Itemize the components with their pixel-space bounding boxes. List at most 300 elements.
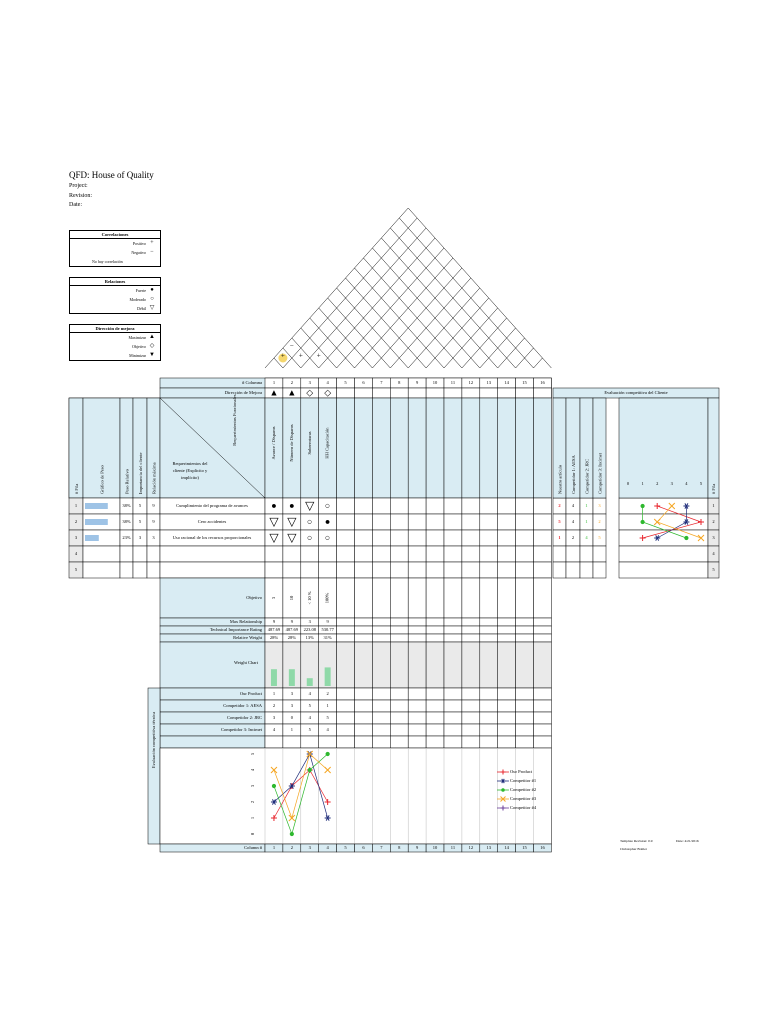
objective-cell [337,578,355,618]
customer-requirement: Cumplimiento del programa de avances [176,503,248,509]
filled-circle-icon: ● [150,287,154,293]
objective-cell [426,578,444,618]
roof-line [346,278,427,368]
max-relationship-cell [147,546,160,562]
plus-icon: + [150,240,154,246]
product-rating-cell [444,712,462,724]
column-number: 16 [540,380,545,386]
product-rating-value: 3 [272,715,276,721]
roof-line [390,278,471,368]
tech-header-cell [408,398,426,498]
weight-graph-cell [83,562,120,578]
competitor-cell [553,562,566,578]
dot-marker [326,752,330,756]
technical-importance-value: 530.77 [321,627,334,633]
right-row-number: 3 [712,535,715,541]
product-rating-empty-cell [372,736,390,748]
relationship-cell [283,562,301,578]
tech-header-cell [426,398,444,498]
competitor-cell [566,546,580,562]
relationship-cell [319,562,337,578]
relationship-cell [516,530,534,546]
relationship-cell [462,562,480,578]
requirement-cell [160,562,265,578]
right-row-number: 1 [712,503,715,509]
relative-weight-cell [498,634,516,642]
max-relationship-cell [390,618,408,626]
column-footer-number: 7 [380,845,383,851]
max-relationship-value: 9 [326,619,329,625]
product-rating-cell [372,700,390,712]
roof-line [316,238,435,368]
product-rating-cell [372,688,390,700]
legend-label: No hay correlación [92,259,123,264]
objective-value: < 10 % [306,591,312,605]
relationship-cell [534,562,552,578]
column-number: 12 [468,380,474,386]
eval-legend-label: Competitor #2 [510,787,537,793]
triangle-down-solid-icon: ▼ [149,352,155,358]
dot-marker [641,520,645,524]
product-rating-empty-cell [444,736,462,748]
legend-direction-title: Dirección de mejora [70,325,160,333]
relative-weight-cell [480,634,498,642]
product-rating-empty-cell [265,736,283,748]
date-label: Date: [69,202,82,208]
open-circle-icon: ○ [150,296,154,302]
relative-weight-cell [426,634,444,642]
relationship-cell [426,530,444,546]
legend-label: Positivo [132,241,146,246]
competitor-cell [593,546,606,562]
relationship-cell [301,562,319,578]
tech-header-cell [498,398,516,498]
weight-chart-cell [426,642,444,688]
technical-importance-cell [408,626,426,634]
competitive-chart-cell [619,498,708,514]
product-rating-cell [355,688,373,700]
column-footer-number: 14 [504,845,509,851]
weight-chart-bar [289,669,295,686]
weight-chart-cell [534,642,552,688]
relationship-cell [265,546,283,562]
product-rating-cell [337,700,355,712]
direction-cell [426,388,444,398]
column-footer-number: 3 [308,845,311,851]
relationship-cell [337,514,355,530]
column-footer-number: 10 [432,845,438,851]
relationship-cell [462,530,480,546]
column-number: 2 [290,380,293,386]
relationship-cell [480,530,498,546]
product-rating-label: Competidor 1: AESA [223,703,262,709]
relationship-cell [462,546,480,562]
max-relationship-value: 3 [308,619,311,625]
plus-icon: + [280,351,285,360]
product-rating-empty-cell [480,736,498,748]
weight-chart-cell [355,642,373,688]
product-rating-cell [337,688,355,700]
column-footer-number: 13 [486,845,491,851]
max-relationship: 9 [152,503,155,509]
column-number: 5 [344,380,347,386]
competitor-rating: 4 [585,535,588,541]
product-rating-cell [534,712,552,724]
competitive-axis-tick: 3 [670,481,673,487]
page-title: QFD: House of Quality [69,170,154,180]
relationship-cell [534,514,552,530]
product-rating-empty-cell [498,736,516,748]
tech-header-cell [534,398,552,498]
weight-bar [85,519,108,525]
row-number: 1 [74,503,78,509]
competitor-header: Competidor 2: JRC [584,458,590,494]
relationship-cell [372,514,390,530]
open-circle-icon: ○ [324,532,331,543]
template-author: Christopher Bohler [620,847,647,851]
left-header-label: Relación máxima [151,462,157,494]
customer-importance: 3 [138,535,142,541]
column-footer-number: 1 [272,845,276,851]
left-header-label: Importancia del cliente [138,452,144,494]
legend-relations-title: Relaciones [70,278,160,286]
competitive-axis-tick: 5 [699,481,703,487]
relationship-cell [355,498,373,514]
relationship-cell [444,546,462,562]
product-rating-cell [426,712,444,724]
diamond-icon: ◇ [149,343,155,349]
product-rating-empty-cell [337,736,355,748]
weight-bar [85,503,108,509]
relationship-cell [480,562,498,578]
tech-header-cell [516,398,534,498]
relationship-cell [498,546,516,562]
relationship-cell [498,562,516,578]
relative-weight-cell [534,634,552,642]
tech-requirement-label: HH Capacitación [324,427,330,459]
weight-bar [85,535,99,541]
max-relationship-value: 9 [272,619,276,625]
relative-weight-cell [372,634,390,642]
relationship-cell [534,546,552,562]
relationship-cell [355,514,373,530]
right-row-number: 4 [712,551,715,557]
column-number: 8 [398,380,401,386]
relationship-cell [498,530,516,546]
eval-chart-area [160,748,551,844]
relationship-cell [462,514,480,530]
column-footer-number: 6 [362,845,365,851]
triangle-down-icon: ▽ [305,498,315,513]
direction-label: Dirección de Mejora [224,390,262,396]
roof-line [462,318,507,368]
roof-line [328,298,391,368]
triangle-down-icon: ▽ [269,514,279,529]
column-number-label: # Columna [242,380,262,386]
triangle-up-icon: ▲ [287,387,297,398]
product-rating-cell [498,724,516,736]
tech-header-cell [337,398,355,498]
competitive-chart-cell [619,514,708,530]
competitor-rating: 2 [558,503,561,509]
relative-weight-cell [120,546,133,562]
max-relationship-cell [534,618,552,626]
relationship-cell [390,514,408,530]
tech-header-cell [462,398,480,498]
product-rating-cell [390,700,408,712]
relationship-cell [480,498,498,514]
product-rating-cell [516,712,534,724]
product-rating-empty-cell [283,736,301,748]
competitive-chart-cell [619,562,708,578]
row-number: 4 [74,551,78,557]
product-rating-cell [408,724,426,736]
column-footer-number: 4 [326,845,329,851]
competitor-rating: 4 [571,519,575,525]
legend-label: Negativo [131,250,146,255]
eval-axis-tick: 1 [250,816,256,820]
column-footer-number: 9 [416,845,419,851]
right-row-header [708,398,719,498]
relationship-cell [337,562,355,578]
dot-marker [684,536,688,540]
filled-circle-icon: ● [289,500,295,511]
product-rating-empty-label-cell [160,736,265,748]
relative-weight-cell [408,634,426,642]
tech-header-cell [480,398,498,498]
dot-marker [272,784,276,788]
technical-importance-cell [480,626,498,634]
max-relationship-cell [444,618,462,626]
relationship-cell [355,530,373,546]
product-rating-cell [462,688,480,700]
plus-icon: + [316,351,321,360]
relationship-cell [462,498,480,514]
customer-requirement: Cero accidentes [197,519,227,525]
revision-label: Revision: [69,193,93,199]
relative-weight-cell [444,634,462,642]
product-rating-value: 4 [326,727,329,733]
relative-weight-cell [516,634,534,642]
objective-cell [498,578,516,618]
product-rating-empty-cell [355,736,373,748]
eval-axis-tick: 3 [250,784,256,788]
direction-cell [372,388,390,398]
direction-cell [408,388,426,398]
product-rating-value: 3 [290,691,293,697]
product-rating-cell [498,712,516,724]
product-rating-cell [480,688,498,700]
product-rating-cell [426,724,444,736]
technical-importance-cell [372,626,390,634]
eval-side-label: Evaluación competitiva técnica [151,711,157,769]
relationship-cell [301,546,319,562]
product-rating-value: 4 [308,691,311,697]
product-rating-label: Our Product [239,691,262,697]
diamond-icon: ◇ [324,387,332,398]
weight-chart-cell [337,642,355,688]
product-rating-cell [408,712,426,724]
product-rating-cell [390,724,408,736]
relative-weight-cell [120,562,133,578]
tech-header-cell [390,398,408,498]
product-rating-value: 1 [326,703,329,709]
relationship-cell [534,530,552,546]
technical-importance-value: 487.69 [285,627,299,633]
relationship-cell [355,546,373,562]
relative-weight-cell [390,634,408,642]
max-relationship-value: 9 [290,619,293,625]
eval-axis-tick: 0 [250,832,256,836]
relationship-cell [444,530,462,546]
product-rating-empty-cell [390,736,408,748]
column-footer-number: 2 [290,845,293,851]
weight-chart-cell [390,642,408,688]
max-relationship-cell [337,618,355,626]
eval-legend-label: Competitor #3 [510,796,537,802]
relationship-cell [408,530,426,546]
column-number: 7 [380,380,383,386]
product-rating-cell [480,712,498,724]
relationship-cell [390,562,408,578]
right-row-number: 5 [712,567,715,573]
left-header-cell [69,398,83,498]
product-rating-empty-cell [408,736,426,748]
technical-importance-cell [444,626,462,634]
relative-weight-cell [462,634,480,642]
dot-marker [641,504,645,508]
max-relationship-cell [426,618,444,626]
roof-line [363,258,461,368]
competitive-axis-tick: 0 [626,481,630,487]
objective-cell [534,578,552,618]
column-number: 4 [326,380,329,386]
competitor-cell [580,546,593,562]
objective-cell [408,578,426,618]
left-header-label: Peso Relativo [124,469,130,494]
weight-chart-cell [462,642,480,688]
relative-weight-value: 13% [305,635,314,641]
technical-importance-cell [426,626,444,634]
column-footer-number: 16 [540,845,545,851]
competitor-header: Competidor 1: AESA [571,455,577,494]
product-rating-cell [444,724,462,736]
relationship-cell [516,546,534,562]
product-rating-label: Competidor 2: JRC [226,715,262,721]
weight-chart-cell [498,642,516,688]
max-relationship-label: Max Relationship [229,619,262,625]
template-date: Date: 4/21/2016 [676,839,699,843]
relationship-cell [265,562,283,578]
direction-cell [498,388,516,398]
legend-label: Maximizar [128,335,146,340]
eval-axis-tick: 5 [250,752,256,756]
relationship-cell [480,546,498,562]
product-rating-cell [516,688,534,700]
product-rating-empty-cell [301,736,319,748]
max-relationship-cell [147,562,160,578]
relationship-cell [444,498,462,514]
product-rating-label: Competidor 3: Incimet [221,727,262,733]
customer-requirement: Uso racional de los recursos proporcionales [172,535,252,541]
weight-chart-bar [271,669,277,686]
product-rating-cell [462,700,480,712]
technical-importance-cell [516,626,534,634]
objective-cell [372,578,390,618]
competitive-axis-tick: 1 [641,481,644,487]
product-rating-cell [534,724,552,736]
relative-weight-value: 31% [323,635,332,641]
correlation-roof [265,208,551,368]
column-number: 1 [272,380,276,386]
triangle-up-icon: ▲ [149,334,155,340]
competitor-cell [553,546,566,562]
relationship-cell [337,498,355,514]
weight-chart-cell [372,642,390,688]
relative-weight-value: 28% [287,635,296,641]
product-rating-empty-cell [534,736,552,748]
relationship-cell [408,562,426,578]
weight-chart-label: Weight Chart [233,660,259,666]
project-label: Project: [69,183,88,189]
relationship-cell [516,514,534,530]
relationship-cell [426,514,444,530]
relationship-cell [355,562,373,578]
open-circle-icon: ○ [307,532,313,543]
direction-cell [480,388,498,398]
direction-cell [462,388,480,398]
relationship-cell [408,546,426,562]
technical-importance-cell [390,626,408,634]
relationship-cell [516,498,534,514]
corner-bottom-label: cliente (Explicito y [172,468,208,474]
product-rating-cell [498,700,516,712]
relationship-cell [444,562,462,578]
competitor-cell [593,562,606,578]
roof-line [289,338,319,368]
product-rating-empty-cell [319,736,337,748]
tech-requirement-label: Avance / Disparos [270,426,276,460]
relationship-cell [534,498,552,514]
competitor-rating: 5 [558,519,561,525]
relationship-cell [372,546,390,562]
eval-axis-tick: 2 [250,800,256,804]
product-rating-value: 5 [308,703,311,709]
relative-weight-cell [355,634,373,642]
technical-importance-cell [355,626,373,634]
weight-chart-cell [516,642,534,688]
importance-cell [133,562,147,578]
objective-cell [462,578,480,618]
product-rating-cell [355,712,373,724]
relationship-cell [480,514,498,530]
dot-marker [501,788,505,792]
product-rating-cell [462,724,480,736]
technical-importance-label: Technical Importance Rating [209,627,262,633]
product-rating-empty-cell [426,736,444,748]
roof-line [498,338,525,368]
relationship-cell [337,530,355,546]
product-rating-cell [372,712,390,724]
competitive-chart-header [619,398,708,498]
roof-line [355,258,453,368]
max-relationship: 9 [152,519,155,525]
column-number: 3 [308,380,311,386]
competitor-rating: 1 [558,535,561,541]
product-rating-cell [498,688,516,700]
column-number: 15 [522,380,527,386]
max-relationship-cell [408,618,426,626]
